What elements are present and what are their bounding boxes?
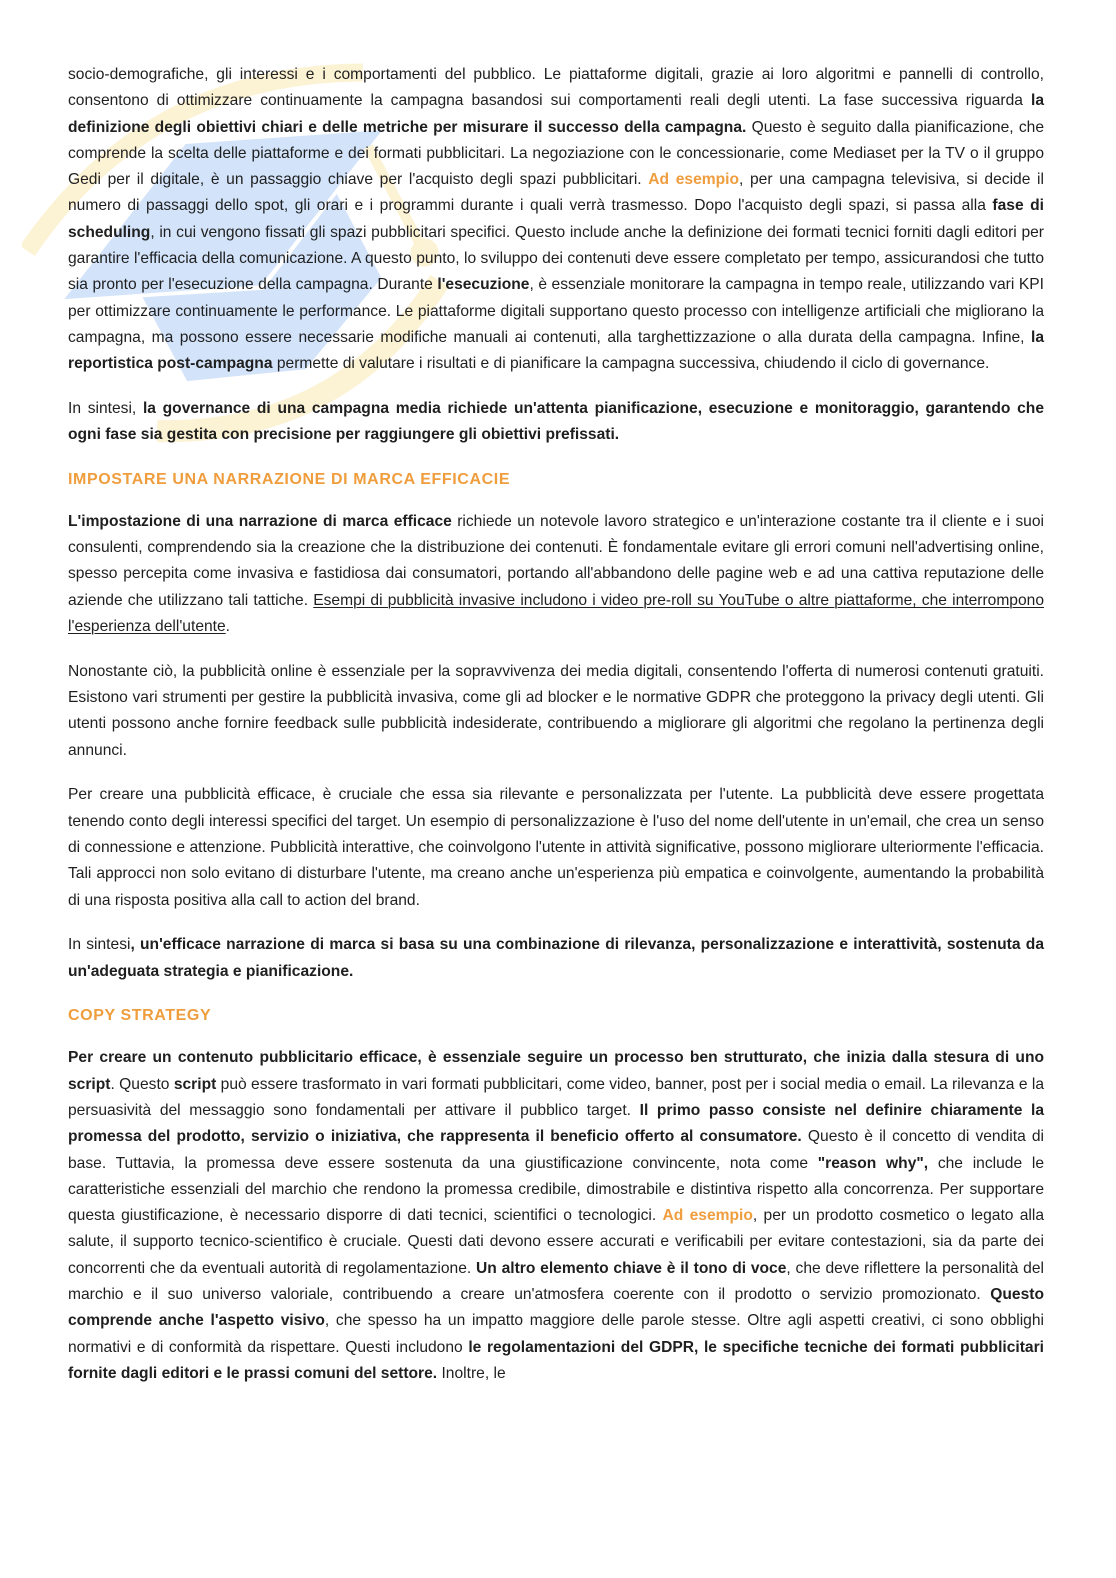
section-heading-copy-strategy: COPY STRATEGY bbox=[68, 1007, 212, 1025]
bold-objectives: la definizione degli obiettivi chiari e delle metriche per misurare il successo della campagna. bbox=[68, 92, 1044, 136]
bold-narrative-summary: , un'efficace narrazione di marca si basa su una combinazione di rilevanza, personalizzazione e interattività, sostenuta da un'adeguata strategia e pianificazione. bbox=[68, 936, 1044, 980]
bold-summary: la governance di una campagna media richiede un'attenta pianificazione, esecuzione e monitoraggio, garantendo che ogni fase sia gestita con precisione per raggiungere gli obiettivi prefissati. bbox=[68, 399, 1045, 443]
paragraph-narrative-summary: In sintesi, un'efficace narrazione di marca si basa su una combinazione di rilevanza, personalizzazione e interattività, sostenuta da un'adeguata strategia e pianificazione. bbox=[68, 936, 1044, 980]
underlined-invasive-examples: Esempi di pubblicità invasive includono i video pre-roll su YouTube o altre piattaforme, che interrompono l'esperienza dell'utente bbox=[68, 591, 1044, 635]
bold-reporting: la reportistica post-campagna bbox=[68, 328, 1044, 373]
paragraph-brand-narrative: L'impostazione di una narrazione di marca efficace richiede un notevole lavoro strategico e un'interazione costante tra il cliente e i suoi consulenti, comprendendo sia la creazione che la distribuzione dei contenuti. È fondamentale evitare gli errori comuni nell'advertising online, spesso percepita come invasiva e fastidiosa dai consumatori, portando all'abbandono delle pagine web e ad una cattiva reputazione delle aziende che utilizzano tali tattiche. Esempi di pubblicità invasive includono i video pre-roll su YouTube o altre piattaforme, che interrompono l'esperienza dell'utente. bbox=[68, 512, 1044, 635]
bold-execution: l'esecuzione bbox=[437, 276, 530, 294]
document-page bbox=[68, 62, 1044, 1406]
paragraph-governance-summary: In sintesi, la governance di una campagna media richiede un'attenta pianificazione, esecuzione e monitoraggio, garantendo che ogni fase sia gestita con precisione per raggiungere gli obiettivi prefissati. bbox=[68, 399, 1045, 443]
highlight-ad-esempio: Ad esempio bbox=[648, 171, 739, 189]
paragraph-online-advertising: Nonostante ciò, la pubblicità online è essenziale per la sopravvivenza dei media digitali, consentendo l'offerta di numerosi contenuti gratuiti. Esistono vari strumenti per gestire la pubblicità invasiva, come gli ad blocker e le normative GDPR che proteggono la privacy degli utenti. Gli utenti possono anche fornire feedback sulle pubblicità indesiderate, contribuendo a migliorare gli algoritmi che regolano la pertinenza degli annunci. bbox=[68, 662, 1044, 759]
paragraph-governance-steps: socio-demografiche, gli interessi e i comportamenti del pubblico. Le piattaforme digitali, grazie ai loro algoritmi e pannelli di controllo, consentono di ottimizzare continuamente la campagna basandosi sui comportamenti reali degli utenti. La fase successiva riguarda la definizione degli obiettivi chiari e delle metriche per misurare il successo della campagna. Questo è seguito dalla pianificazione, che comprende la scelta delle piattaforme e dei formati pubblicitari. La negoziazione con le concessionarie, come Mediaset per la TV o il gruppo Gedi per il digitale, è un passaggio chiave per l'acquisto degli spazi pubblicitari. Ad esempio, per una campagna televisiva, si decide il numero di passaggi dello spot, gli orari e i programmi durante i quali verrà trasmesso. Dopo l'acquisto degli spazi, si passa alla fase di scheduling, in cui vengono fissati gli spazi pubblicitari specifici. Questo include anche la definizione dei formati tecnici forniti dagli editori per garantire l'efficacia della comunicazione. A questo punto, lo sviluppo dei contenuti deve essere completato per tempo, assicurandosi che tutto sia pronto per l'esecuzione della campagna. Durante l'esecuzione, è essenziale monitorare la campagna in tempo reale, utilizzando vari KPI per ottimizzare continuamente le performance. Le piattaforme digitali supportano questo processo con intelligenze artificiali che migliorano la campagna, ma possono essere necessarie modifiche manuali ai contenuti, alla targhettizzazione o alla durata della campagna. Infine, la reportistica post-campagna permette di valutare i risultati e di pianificare la campagna successiva, chiudendo il ciclo di governance. bbox=[68, 66, 1045, 373]
paragraph-effective-advertising: Per creare una pubblicità efficace, è cruciale che essa sia rilevante e personalizzata per l'utente. La pubblicità deve essere progettata tenendo conto degli interessi specifici del target. Un esempio di personalizzazione è l'uso del nome dell'utente in un'email, che crea un senso di connessione e attenzione. Pubblicità interattive, che coinvolgono l'utente in attività significative, possono migliorare ulteriormente l'efficacia. Tali approcci non solo evitano di disturbare l'utente, ma creano anche un'esperienza più empatica e coinvolgente, aumentando la probabilità di una risposta positiva alla call to action del brand. bbox=[68, 786, 1044, 909]
paragraph-copy-strategy: Per creare un contenuto pubblicitario efficace, è essenziale seguire un processo ben strutturato, che inizia dalla stesura di uno script. Questo script può essere trasformato in vari formati pubblicitari, come video, banner, post per i social media o email. La rilevanza e la persuasività del messaggio sono fondamentali per attivare il pubblico target. Il primo passo consiste nel definire chiaramente la promessa del prodotto, servizio o iniziativa, che rappresenta il beneficio offerto al consumatore. Questo è il concetto di vendita di base. Tuttavia, la promessa deve essere sostenuta da una giustificazione convincente, nota come "reason why", che include le caratteristiche essenziali del marchio che rendono la promessa credibile, dimostrabile e distintiva rispetto alla concorrenza. Per supportare questa giustificazione, è necessario disporre di dati tecnici, scientifici o tecnologici. Ad esempio, per un prodotto cosmetico o legato alla salute, il supporto tecnico-scientifico è cruciale. Questi dati devono essere accurati e verificabili per evitare contestazioni, sia da parte dei concorrenti che da eventuali autorità di regolamentazione. Un altro elemento chiave è il tono di voce, che deve riflettere la personalità del marchio e il suo universo valoriale, contribuendo a creare un'atmosfera coerente con il prodotto o servizio promozionato. Questo comprende anche l'aspetto visivo, che spesso ha un impatto maggiore delle parole stesse. Oltre agli aspetti creativi, ci sono obblighi normativi e di conformità da rispettare. Questi includono le regolamentazioni del GDPR, le specifiche tecniche dei formati pubblicitari fornite dagli editori e le prassi comuni del settore. Inoltre, le bbox=[68, 1049, 1045, 1382]
bold-brand-narrative: L'impostazione di una narrazione di marca efficace bbox=[68, 512, 452, 530]
highlight-ad-esempio-2: Ad esempio bbox=[662, 1207, 753, 1225]
bold-scheduling: fase di scheduling bbox=[68, 197, 1044, 241]
section-heading-brand-narrative: IMPOSTARE UNA NARRAZIONE DI MARCA EFFICACIE bbox=[68, 470, 511, 488]
